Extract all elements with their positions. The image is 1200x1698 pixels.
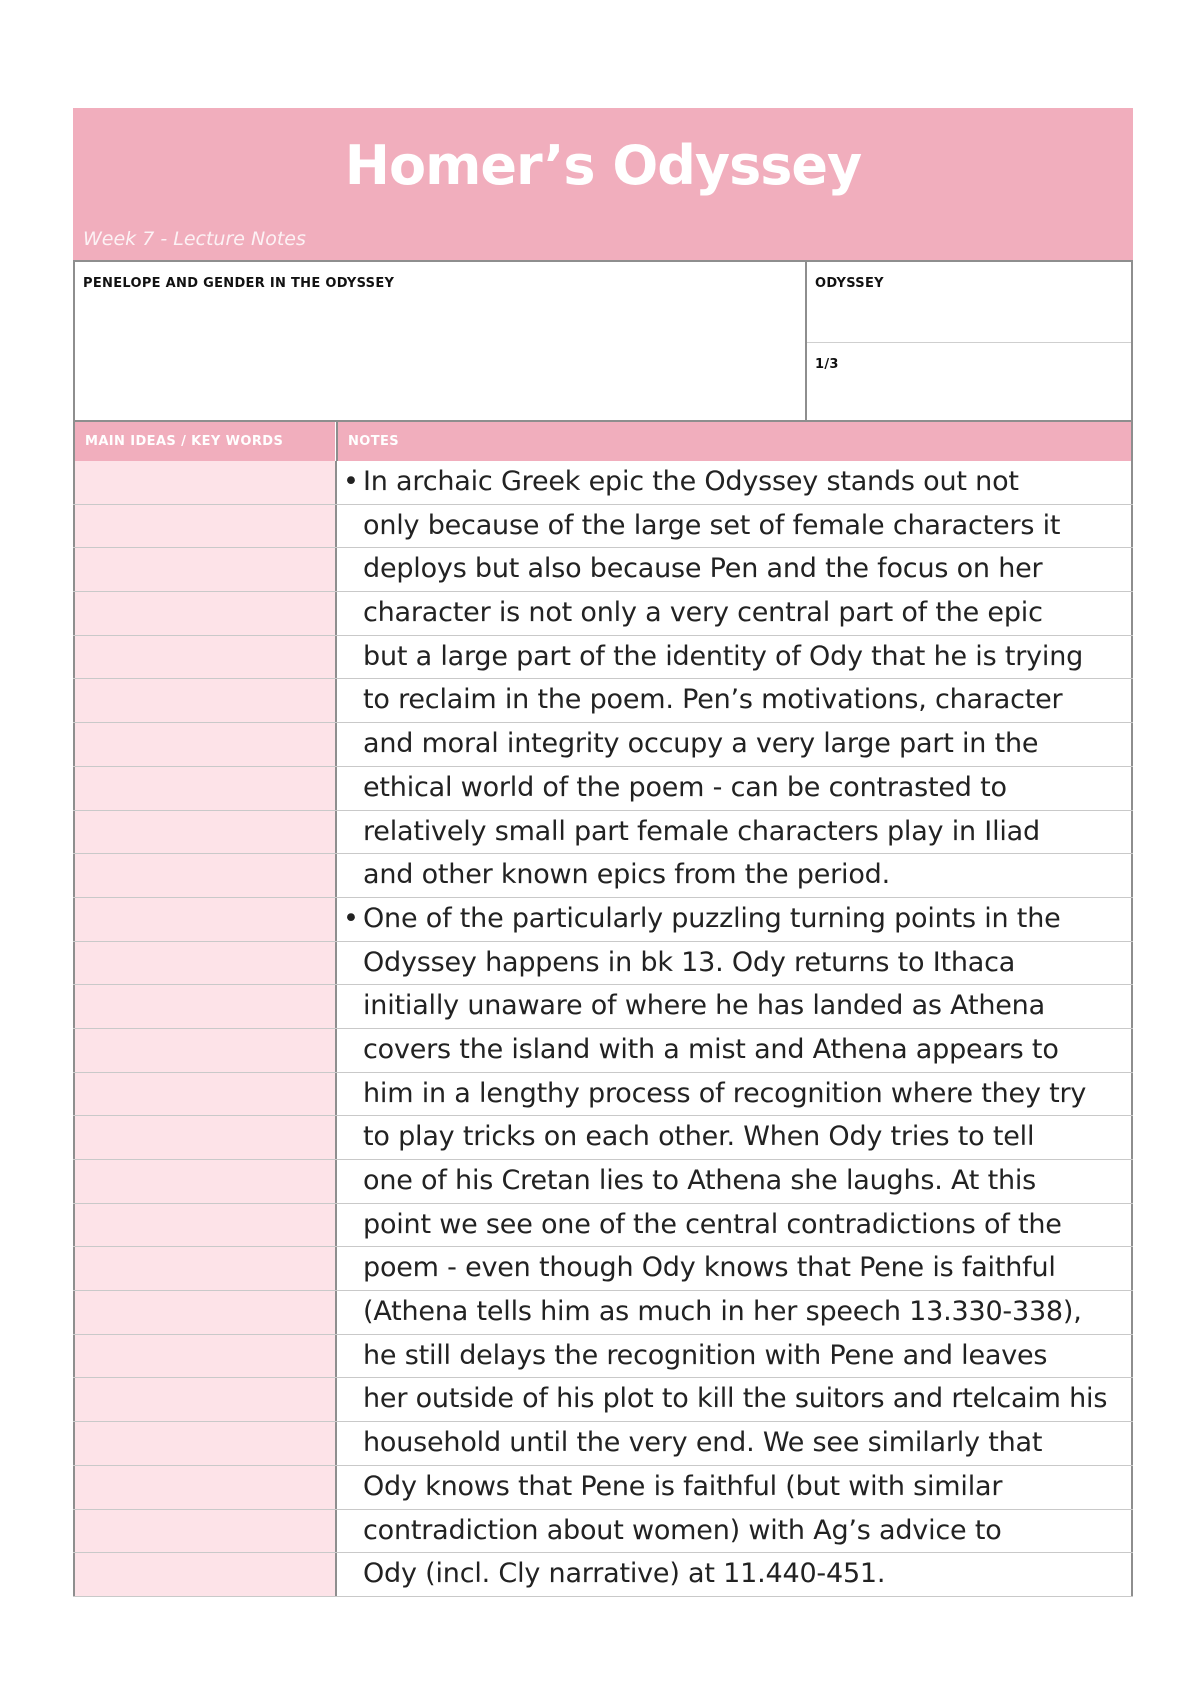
note-cell[interactable] (335, 1116, 1133, 1159)
note-cell[interactable] (335, 854, 1133, 897)
cue-cell[interactable] (73, 1073, 335, 1116)
note-text: only because of the large set of female characters it (363, 509, 1061, 541)
note-text: poem - even though Ody knows that Pene is faithful (363, 1252, 1056, 1284)
note-cell[interactable] (335, 461, 1133, 504)
note-cell[interactable] (335, 898, 1133, 941)
note-row (73, 811, 1133, 855)
note-row (73, 898, 1133, 942)
note-cell[interactable] (335, 1466, 1133, 1509)
header-banner (73, 108, 1133, 260)
cue-cell[interactable] (73, 1422, 335, 1465)
cue-cell[interactable] (73, 1029, 335, 1072)
note-row (73, 505, 1133, 549)
cue-cell[interactable] (73, 1247, 335, 1290)
note-cell[interactable] (335, 1378, 1133, 1421)
note-row (73, 548, 1133, 592)
note-text: him in a lengthy process of recognition where they try (363, 1077, 1087, 1109)
note-cell[interactable] (335, 1510, 1133, 1553)
cue-cell[interactable] (73, 1553, 335, 1596)
note-text: to reclaim in the poem. Pen’s motivations, character (363, 684, 1063, 716)
note-row (73, 1378, 1133, 1422)
note-row (73, 461, 1133, 505)
note-row (73, 592, 1133, 636)
note-text: but a large part of the identity of Ody that he is trying (363, 640, 1084, 672)
cue-cell[interactable] (73, 1510, 335, 1553)
page-number: 1/3 (815, 357, 839, 372)
note-text: relatively small part female characters play in Iliad (363, 815, 1040, 847)
note-cell[interactable] (335, 811, 1133, 854)
note-row (73, 1510, 1133, 1554)
note-text: and other known epics from the period. (363, 859, 890, 891)
cue-cell[interactable] (73, 854, 335, 897)
note-row (73, 1160, 1133, 1204)
note-cell[interactable] (335, 1553, 1133, 1596)
note-text: (Athena tells him as much in her speech 13.330-338), (363, 1296, 1082, 1328)
note-cell[interactable] (335, 723, 1133, 766)
note-text: In archaic Greek epic the Odyssey stands out not (363, 466, 1019, 497)
note-cell[interactable] (335, 1335, 1133, 1378)
note-row (73, 1029, 1133, 1073)
note-row (73, 1247, 1133, 1291)
note-cell[interactable] (335, 1160, 1133, 1203)
info-box (73, 260, 1133, 422)
note-text: her outside of his plot to kill the suitors and rtelcaim his (363, 1383, 1108, 1415)
note-row (73, 1116, 1133, 1160)
page-cell (807, 343, 1131, 420)
cue-cell[interactable] (73, 1160, 335, 1203)
note-text: and moral integrity occupy a very large part in the (363, 728, 1039, 760)
bullet-icon: • (343, 902, 359, 934)
note-cell[interactable] (335, 1029, 1133, 1072)
cue-cell[interactable] (73, 592, 335, 635)
note-cell[interactable] (335, 548, 1133, 591)
note-text: Ody knows that Pene is faithful (but with similar (363, 1470, 1003, 1502)
note-cell[interactable] (335, 985, 1133, 1028)
note-text: one of his Cretan lies to Athena she laughs. At this (363, 1165, 1037, 1196)
topic-label: PENELOPE AND GENDER IN THE ODYSSEY (83, 276, 395, 291)
note-cell[interactable] (335, 636, 1133, 679)
subject-cell (807, 262, 1131, 343)
note-text: point we see one of the central contradictions of the (363, 1208, 1062, 1240)
notes-grid (73, 461, 1133, 1597)
note-row (73, 1553, 1133, 1597)
cue-cell[interactable] (73, 1291, 335, 1334)
note-row (73, 1291, 1133, 1335)
note-text: deploys but also because Pen and the focus on her (363, 553, 1043, 585)
cue-cell[interactable] (73, 723, 335, 766)
note-text: household until the very end. We see similarly that (363, 1427, 1043, 1459)
cue-cell[interactable] (73, 1116, 335, 1159)
topic-cell (75, 262, 807, 420)
note-cell[interactable] (335, 1073, 1133, 1116)
note-row (73, 636, 1133, 680)
note-row (73, 1335, 1133, 1379)
note-row (73, 1466, 1133, 1510)
cue-cell[interactable] (73, 461, 335, 504)
note-cell[interactable] (335, 1291, 1133, 1334)
document-title: Homer’s Odyssey (344, 134, 862, 197)
cue-cell[interactable] (73, 1466, 335, 1509)
note-cell[interactable] (335, 592, 1133, 635)
note-cell[interactable] (335, 1204, 1133, 1247)
cue-cell[interactable] (73, 1378, 335, 1421)
note-row (73, 1073, 1133, 1117)
note-cell[interactable] (335, 767, 1133, 810)
note-text: contradiction about women) with Ag’s advice to (363, 1514, 1002, 1546)
note-cell[interactable] (335, 505, 1133, 548)
cue-cell[interactable] (73, 985, 335, 1028)
note-cell[interactable] (335, 1247, 1133, 1290)
note-row (73, 854, 1133, 898)
note-text: initially unaware of where he has landed as Athena (363, 990, 1045, 1022)
note-row (73, 985, 1133, 1029)
note-text: to play tricks on each other. When Ody tries to tell (363, 1121, 1035, 1153)
note-text: ethical world of the poem - can be contrasted to (363, 771, 1007, 803)
note-row (73, 723, 1133, 767)
note-text: Ody (incl. Cly narrative) at 11.440-451. (363, 1558, 886, 1590)
note-text: he still delays the recognition with Pene and leaves (363, 1339, 1048, 1371)
note-text: character is not only a very central part of the epic (363, 597, 1043, 629)
note-text: covers the island with a mist and Athena appears to (363, 1033, 1059, 1065)
column-header-main-ideas: MAIN IDEAS / KEY WORDS (73, 422, 335, 461)
cue-cell[interactable] (73, 548, 335, 591)
note-row (73, 679, 1133, 723)
cue-cell[interactable] (73, 767, 335, 810)
note-text: Odyssey happens in bk 13. Ody returns to Ithaca (363, 946, 1016, 978)
column-header-notes: NOTES (336, 422, 1133, 461)
cue-cell[interactable] (73, 898, 335, 941)
note-row (73, 1422, 1133, 1466)
cue-cell[interactable] (73, 505, 335, 548)
note-cell[interactable] (335, 942, 1133, 985)
cue-cell[interactable] (73, 811, 335, 854)
cue-cell[interactable] (73, 1204, 335, 1247)
bullet-icon: • (343, 466, 359, 497)
cue-cell[interactable] (73, 1335, 335, 1378)
note-row (73, 767, 1133, 811)
cue-cell[interactable] (73, 636, 335, 679)
note-text: One of the particularly puzzling turning points in the (363, 902, 1061, 934)
note-row (73, 942, 1133, 986)
note-cell[interactable] (335, 679, 1133, 722)
note-cell[interactable] (335, 1422, 1133, 1465)
cue-cell[interactable] (73, 942, 335, 985)
subject-label: ODYSSEY (815, 276, 884, 291)
cue-cell[interactable] (73, 679, 335, 722)
note-row (73, 1204, 1133, 1248)
document-subtitle: Week 7 - Lecture Notes (83, 228, 306, 250)
